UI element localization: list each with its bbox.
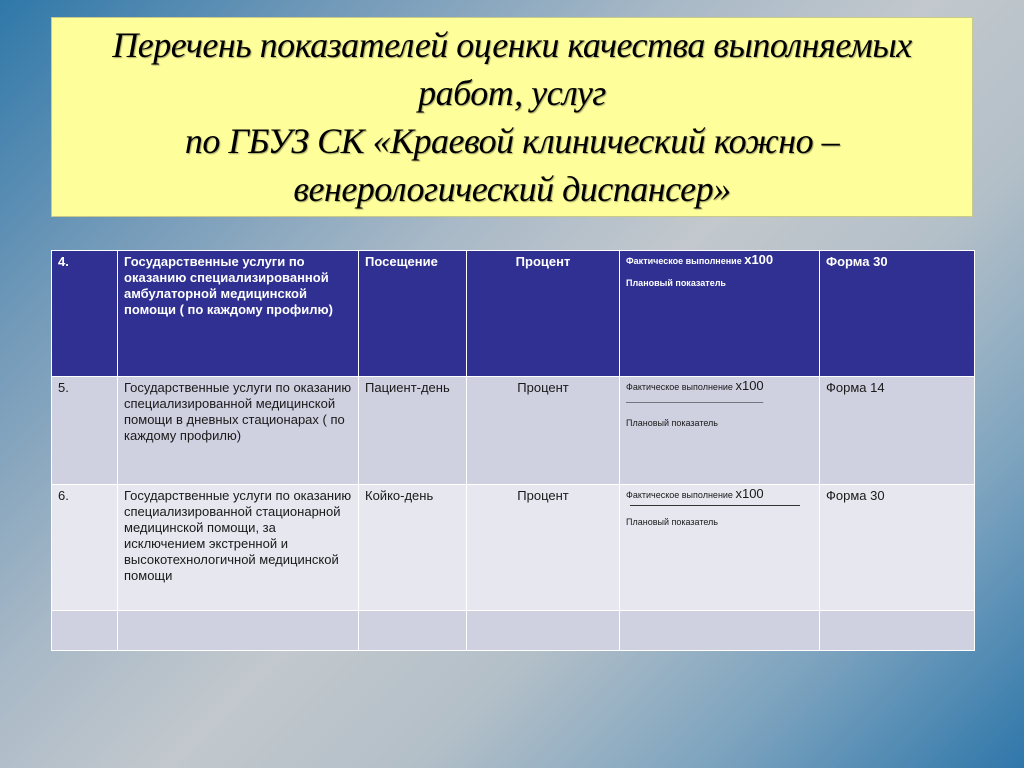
empty-cell bbox=[118, 611, 359, 651]
row-number: 6. bbox=[52, 485, 118, 611]
unit-cell: Пациент-день bbox=[359, 377, 467, 485]
formula-cell bbox=[620, 251, 820, 377]
empty-cell bbox=[467, 611, 620, 651]
empty-cell bbox=[52, 611, 118, 651]
indicators-table bbox=[51, 250, 975, 651]
title-line-3: по ГБУЗ СК «Краевой клинический кожно – bbox=[184, 121, 840, 161]
title-box bbox=[51, 17, 973, 217]
service-cell: Государственные услуги по оказанию специализированной амбулаторной медицинской помощи ( по каждому профилю) bbox=[118, 251, 359, 377]
measure-cell: Процент bbox=[467, 485, 620, 611]
formula-numerator: Фактическое выполнение bbox=[626, 382, 733, 392]
formula-multiplier: х100 bbox=[735, 486, 764, 501]
formula-denominator: Плановый показатель bbox=[626, 517, 718, 527]
table-row bbox=[52, 251, 975, 377]
formula-denominator: Плановый показатель bbox=[626, 418, 718, 428]
formula-multiplier: х100 bbox=[744, 252, 774, 267]
form-cell: Форма 30 bbox=[820, 485, 975, 611]
unit-cell: Посещение bbox=[359, 251, 467, 377]
title-line-1: Перечень показателей оценки качества выполняемых bbox=[112, 25, 912, 65]
row-number: 4. bbox=[52, 251, 118, 377]
row-number: 5. bbox=[52, 377, 118, 485]
table-row-empty bbox=[52, 611, 975, 651]
formula-multiplier: х100 bbox=[735, 378, 764, 393]
service-cell: Государственные услуги по оказанию специализированной стационарной медицинской помощи, за исключением экстренной и высокотехнологичной медицинской помощи bbox=[118, 485, 359, 611]
form-cell: Форма 30 bbox=[820, 251, 975, 377]
empty-cell bbox=[359, 611, 467, 651]
empty-cell bbox=[820, 611, 975, 651]
unit-cell: Койко-день bbox=[359, 485, 467, 611]
title-line-4: венерологический диспансер» bbox=[293, 169, 731, 209]
formula-denominator: Плановый показатель bbox=[626, 278, 726, 288]
formula-numerator: Фактическое выполнение bbox=[626, 490, 733, 500]
table-row bbox=[52, 485, 975, 611]
formula-fraction-line: __________________________________ bbox=[626, 393, 763, 403]
measure-cell: Процент bbox=[467, 251, 620, 377]
service-cell: Государственные услуги по оказанию специализированной медицинской помощи в дневных стационарах ( по каждому профилю) bbox=[118, 377, 359, 485]
formula-cell bbox=[620, 485, 820, 611]
formula-cell bbox=[620, 377, 820, 485]
title-line-2: работ, услуг bbox=[418, 73, 606, 113]
slide-title bbox=[112, 21, 911, 213]
empty-cell bbox=[620, 611, 820, 651]
measure-cell: Процент bbox=[467, 377, 620, 485]
table-row bbox=[52, 377, 975, 485]
form-cell: Форма 14 bbox=[820, 377, 975, 485]
formula-numerator: Фактическое выполнение bbox=[626, 256, 742, 266]
